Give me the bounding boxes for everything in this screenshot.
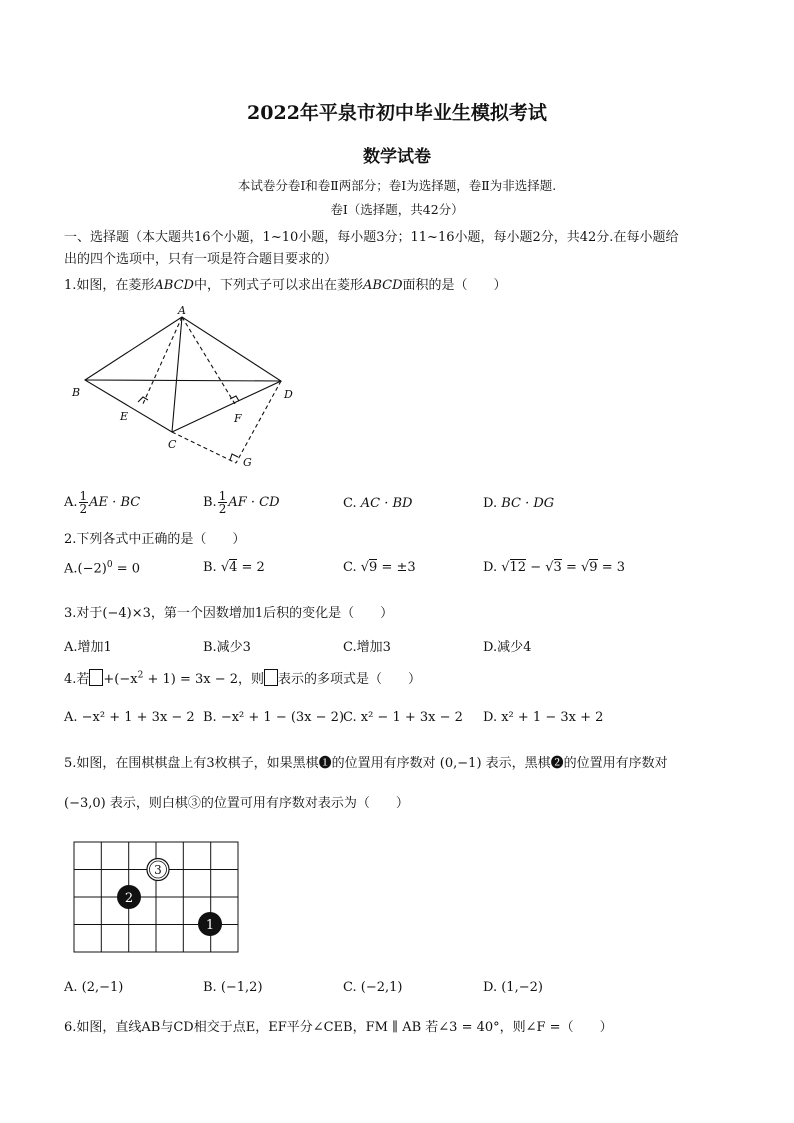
label-d: D: [284, 388, 293, 401]
q4-options: [0, 710, 794, 732]
diagonal-ac: [172, 317, 182, 432]
right-angle-g: [230, 454, 238, 460]
white-stone-3: [147, 859, 169, 881]
q2-stem: 2.下列各式中正确的是（ ）: [64, 532, 246, 547]
q5-option-a[interactable]: A. (2,−1): [64, 980, 124, 995]
q2-options: [0, 560, 794, 582]
q3-option-d[interactable]: D.减少4: [483, 640, 532, 655]
q4-option-b[interactable]: B. −x² + 1 − (3x − 2): [203, 710, 345, 725]
paper-subtitle: 数学试卷: [363, 147, 431, 167]
q6-stem: 6.如图，直线AB与CD相交于点E，EF平分∠CEB，FM ∥ AB 若∠3 = 40°，则∠F =（ ）: [64, 1020, 613, 1035]
q1-options: [0, 486, 794, 522]
q4-stem: 4.若 $+(-x^2 + 1) = 3x - 2$，则 表示的多项式是（ ）: [64, 670, 422, 687]
q1-option-a[interactable]: A. $\frac{1}{2}$ AE · BC: [64, 489, 141, 516]
svg-text:1: 1: [205, 918, 215, 933]
q5-stem-line1: 5.如图，在围棋棋盘上有3枚棋子，如果黑棋❶的位置用有序数对 (0,−1) 表示，黑棋❷的位置用有序数对: [64, 756, 668, 771]
diagonal-bd: [85, 380, 281, 381]
black-stone-1: [198, 912, 222, 936]
segment-dg: [236, 381, 281, 463]
rhombus-figure: [60, 300, 320, 480]
part-heading: 卷Ⅰ（选择题，共42分）: [330, 202, 464, 217]
section-instruction-line2: 出的四个选项中，只有一项是符合题目要求的）: [64, 252, 338, 267]
label-g: G: [243, 456, 252, 469]
q2-option-a[interactable]: $A.(-2)^0 = 0$: [64, 560, 141, 577]
q3-option-c[interactable]: C.增加3: [343, 640, 391, 655]
q3-stem: 3.对于(−4)×3，第一个因数增加1后积的变化是（ ）: [64, 606, 394, 621]
paper-title: 2022年平泉市初中毕业生模拟考试: [247, 102, 547, 124]
blank-box-icon: [89, 669, 103, 686]
q2-option-d[interactable]: D. √12 − √3 = √9 = 3: [483, 560, 625, 575]
q1-option-d[interactable]: D. BC · DG: [483, 496, 555, 511]
q3-option-b[interactable]: B.减少3: [203, 640, 251, 655]
extension-cg: [172, 432, 236, 463]
section-instruction-line1: 一、选择题（本大题共16个小题，1~10小题，每小题3分；11~16小题，每小题2分，共42分.在每小题给: [64, 230, 679, 245]
q1-option-c[interactable]: C. AC · BD: [343, 496, 413, 511]
q5-option-d[interactable]: D. (1,−2): [483, 980, 543, 995]
svg-text:2: 2: [124, 891, 134, 906]
black-stone-2: [117, 885, 141, 909]
q4-option-c[interactable]: C. x² − 1 + 3x − 2: [343, 710, 463, 725]
label-e: E: [120, 410, 129, 423]
label-a: A: [178, 304, 186, 317]
q4-option-d[interactable]: D. x² + 1 − 3x + 2: [483, 710, 604, 725]
q5-option-b[interactable]: B. (−1,2): [203, 980, 263, 995]
blank-box-icon: [264, 669, 278, 686]
label-c: C: [168, 438, 177, 451]
right-angle-e: [138, 397, 148, 402]
q5-options: [0, 980, 794, 1002]
q3-option-a[interactable]: A.增加1: [64, 640, 112, 655]
rhombus-outline: [85, 317, 281, 432]
q4-option-a[interactable]: A. −x² + 1 + 3x − 2: [64, 710, 195, 725]
q1-option-b[interactable]: B. $\frac{1}{2}$ AF · CD: [203, 489, 280, 516]
label-f: F: [234, 412, 242, 425]
q5-option-c[interactable]: C. (−2,1): [343, 980, 403, 995]
go-board-figure: [72, 840, 242, 955]
label-b: B: [72, 386, 81, 399]
q2-option-c[interactable]: C. √9 = ±3: [343, 560, 416, 575]
altitude-af: [182, 317, 235, 404]
q2-option-b[interactable]: B. √4 = 2: [203, 560, 265, 575]
svg-text:3: 3: [154, 863, 162, 877]
right-angle-f: [230, 396, 239, 401]
paper-note: 本试卷分卷Ⅰ和卷Ⅱ两部分；卷Ⅰ为选择题，卷Ⅱ为非选择题.: [237, 178, 557, 193]
q5-stem-line2: (−3,0) 表示，则白棋③的位置可用有序数对表示为（ ）: [64, 796, 409, 811]
q1-stem: 1.如图，在菱形ABCD中，下列式子可以求出在菱形ABCD面积的是（ ）: [64, 278, 507, 293]
q3-options: [0, 636, 794, 658]
